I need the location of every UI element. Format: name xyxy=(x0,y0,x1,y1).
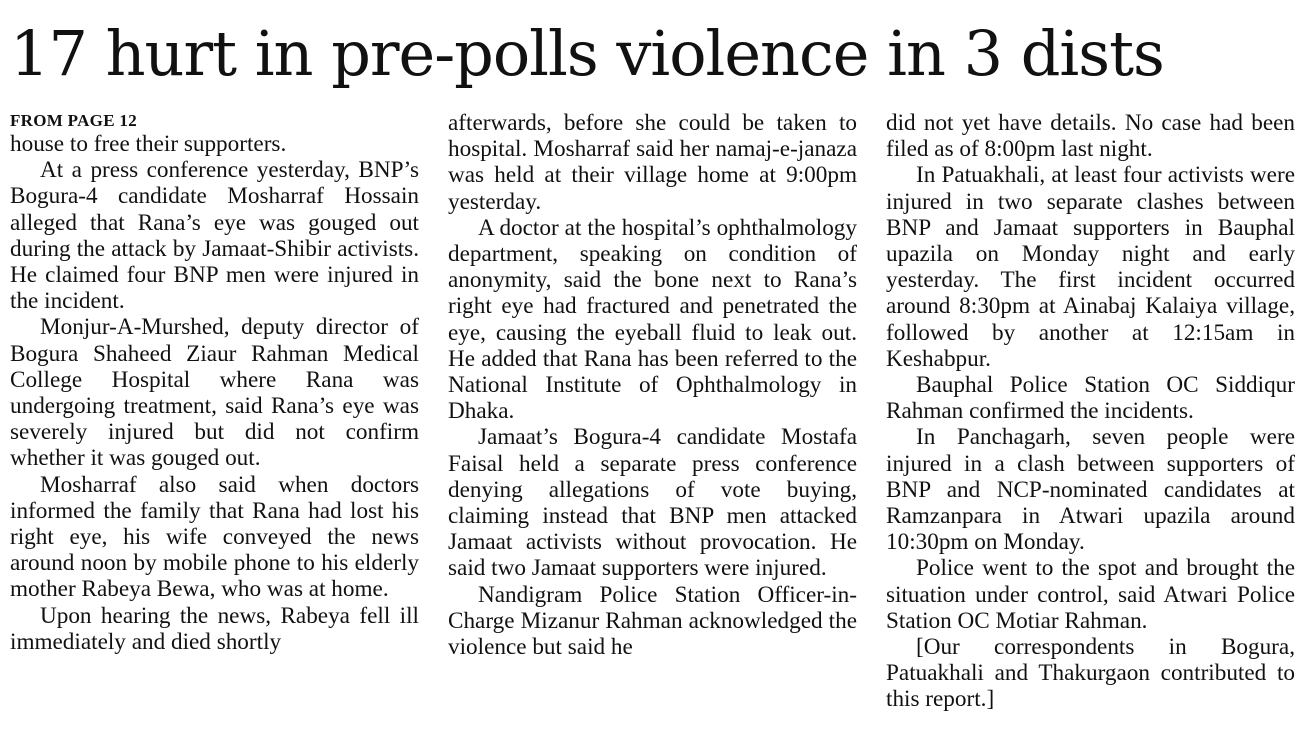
headline: 17 hurt in pre-polls violence in 3 dists xyxy=(10,17,1164,90)
paragraph: afterwards, before she could be taken to hospital. Mosharraf said her namaj-e-janaza was held at their village home at 9:00pm yesterday. xyxy=(448,110,857,215)
paragraph: Jamaat’s Bogura-4 candidate Mostafa Faisal held a separate press conference denying allegations of vote buying, claiming instead that BNP men attacked Jamaat activists without provocation. He said two Jamaat supporters were injured. xyxy=(448,424,857,582)
paragraph: In Panchagarh, seven people were injured in a clash between supporters of BNP and NCP-nominated candidates at Ramzanpara in Atwari upazila around 10:30pm on Monday. xyxy=(886,424,1295,556)
paragraph: Mosharraf also said when doctors informed the family that Rana had lost his right eye, his wife conveyed the news around noon by mobile phone to his elderly mother Rabeya Bewa, who was at home. xyxy=(10,471,419,603)
paragraph: At a press conference yesterday, BNP’s Bogura-4 candidate Mosharraf Hossain alleged that Rana’s eye was gouged out during the attack by Jamaat-Shibir activists. He claimed four BNP men were injured in the incident. xyxy=(10,157,419,315)
paragraph: [Our correspondents in Bogura, Patuakhali and Thakurgaon contributed to this report.] xyxy=(886,634,1295,713)
paragraph: Bauphal Police Station OC Siddiqur Rahman confirmed the incidents. xyxy=(886,372,1295,425)
paragraph: A doctor at the hospital’s ophthalmology department, speaking on condition of anonymity, said the bone next to Rana’s right eye had fractured and penetrated the eye, causing the eyeball fluid to leak out. He added that Rana has been referred to the National Institute of Ophthalmology in Dhaka. xyxy=(448,214,857,425)
paragraph: Nandigram Police Station Officer-in-Charge Mizanur Rahman acknowledged the violence but said he xyxy=(448,581,857,661)
from-page-label: FROM PAGE 12 xyxy=(10,111,137,130)
article-column-2 xyxy=(448,110,857,660)
paragraph: Upon hearing the news, Rabeya fell ill immediately and died shortly xyxy=(10,602,419,655)
paragraph: house to free their supporters. xyxy=(10,131,287,157)
article-column-1 xyxy=(10,110,419,655)
paragraph: In Patuakhali, at least four activists were injured in two separate clashes between BNP and Jamaat supporters in Bauphal upazila on Monday night and early yesterday. The first incident occurred around 8:30pm at Ainabaj Kalaiya village, followed by another at 12:15am in Keshabpur. xyxy=(886,162,1295,372)
paragraph: did not yet have details. No case had been filed as of 8:00pm last night. xyxy=(886,110,1295,163)
paragraph: Police went to the spot and brought the situation under control, said Atwari Police Station OC Motiar Rahman. xyxy=(886,555,1295,634)
paragraph: Monjur-A-Murshed, deputy director of Bogura Shaheed Ziaur Rahman Medical College Hospital where Rana was undergoing treatment, said Rana’s eye was severely injured but did not confirm whether it was gouged out. xyxy=(10,314,419,472)
article-column-3 xyxy=(886,110,1295,713)
